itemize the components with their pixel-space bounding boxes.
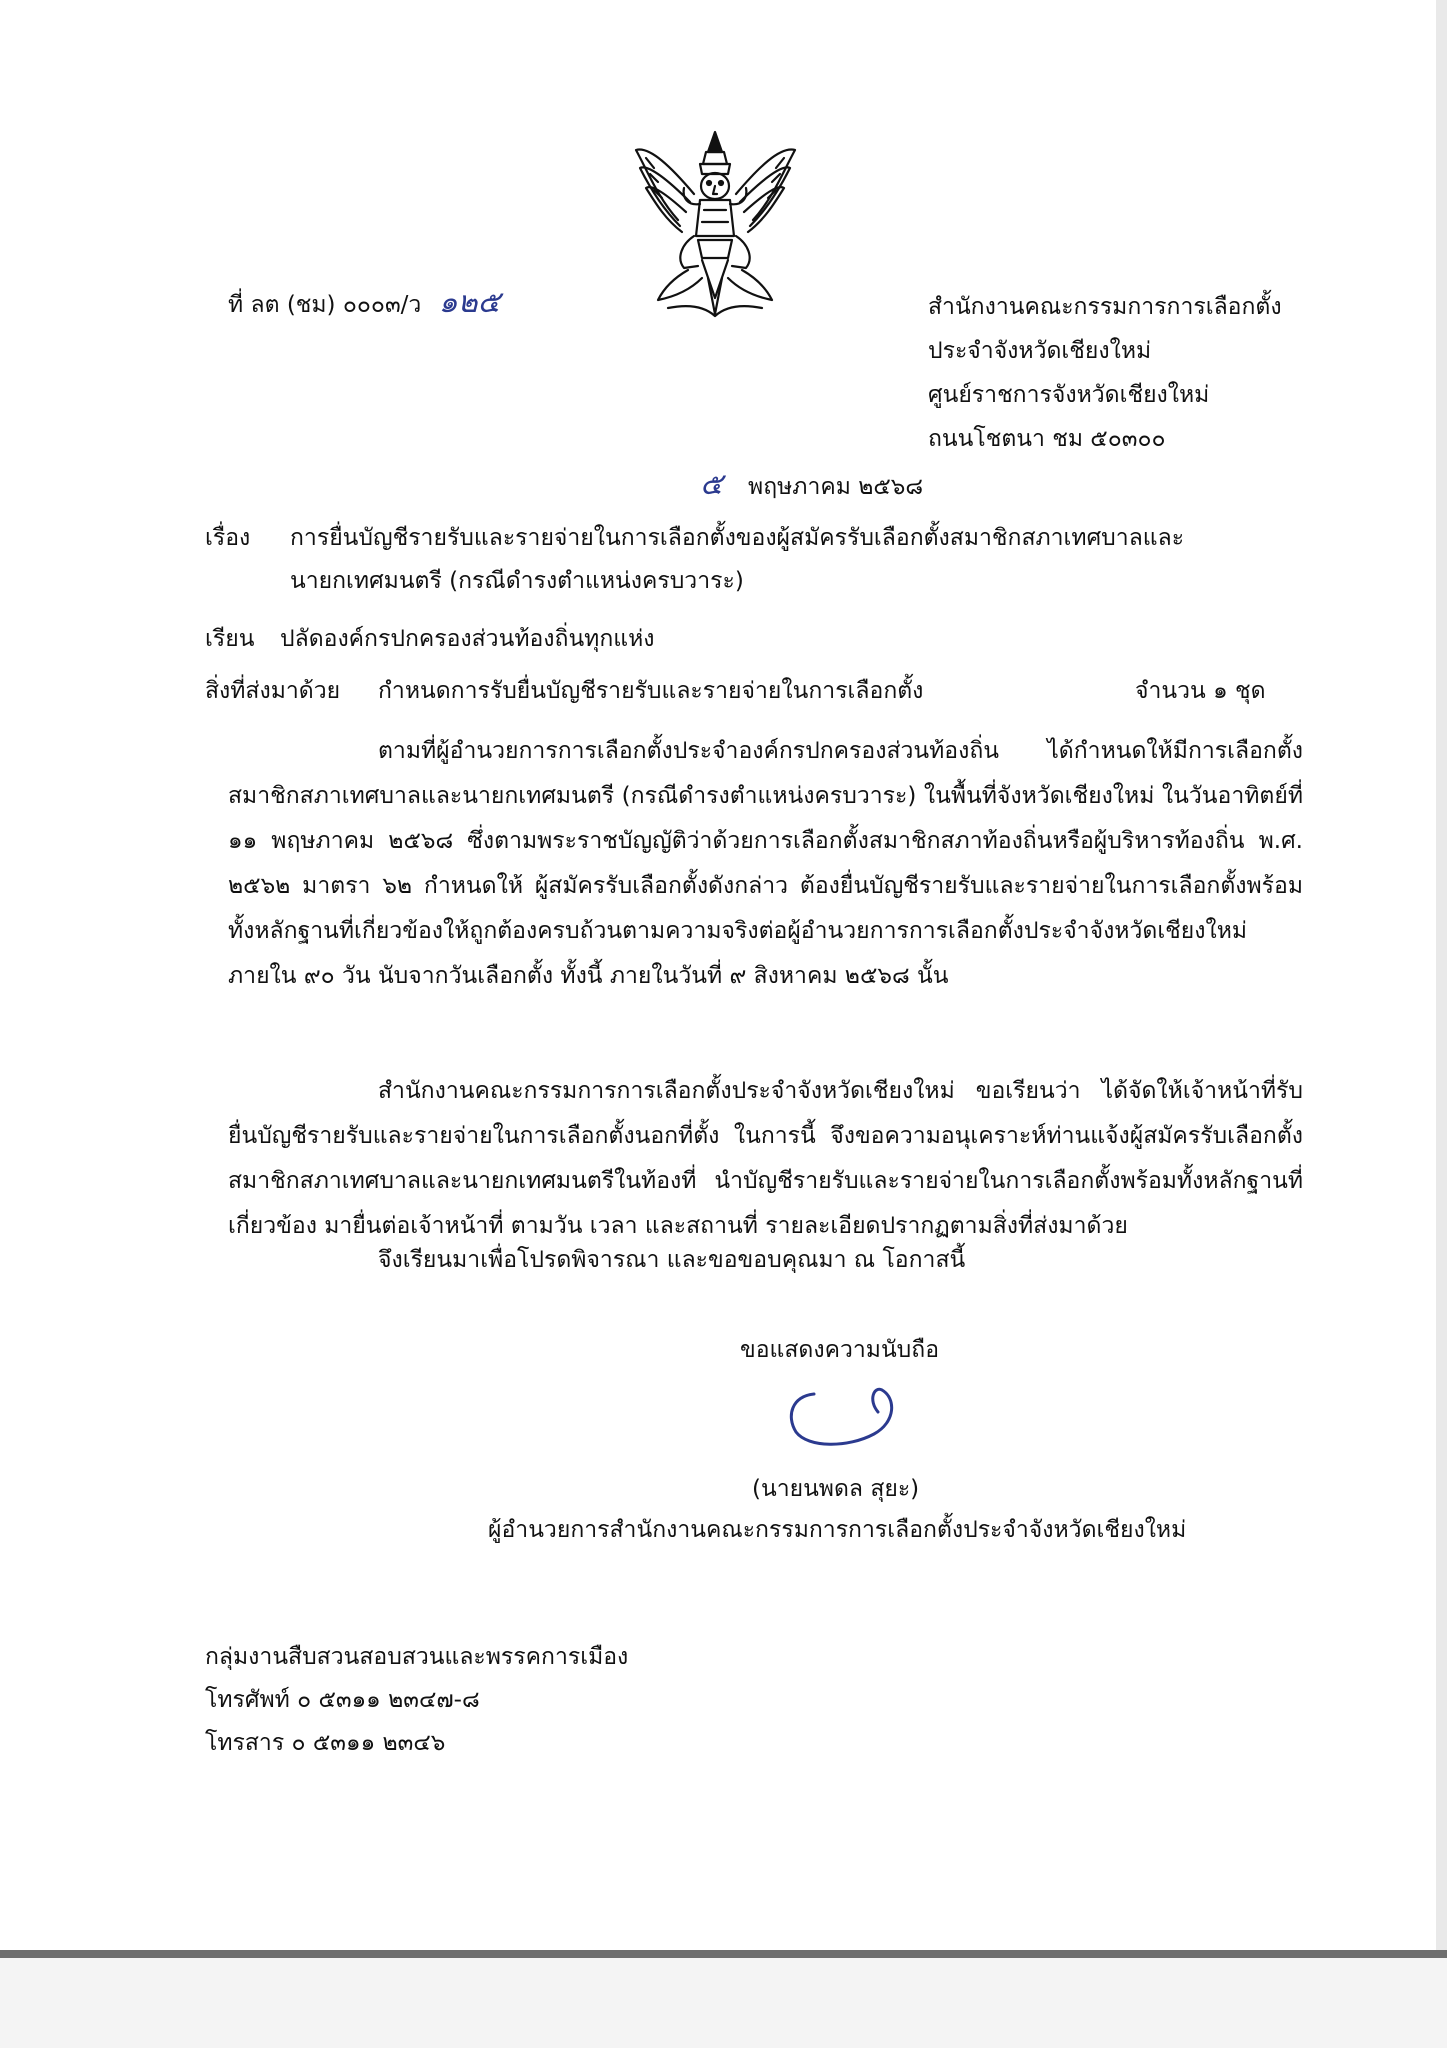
handwritten-signature bbox=[778, 1382, 918, 1452]
reference-prefix: ที่ ลต (ชม) ๐๐๐๓/ว bbox=[228, 292, 422, 318]
garuda-emblem-icon bbox=[628, 128, 803, 320]
reference-number bbox=[228, 285, 501, 320]
footer-phone: โทรศัพท์ ๐ ๕๓๑๑ ๒๓๔๗-๘ bbox=[205, 1687, 480, 1713]
footer-department: กลุ่มงานสืบสวนสอบสวนและพรรคการเมือง bbox=[205, 1644, 629, 1670]
body-paragraph-1 bbox=[228, 729, 1303, 999]
office-address bbox=[928, 285, 1282, 461]
footer-fax: โทรสาร ๐ ๕๓๑๑ ๒๓๔๖ bbox=[205, 1730, 446, 1756]
subject-line-1: การยื่นบัญชีรายรับและรายจ่ายในการเลือกตั้งของผู้สมัครรับเลือกตั้งสมาชิกสภาเทศบาลและ bbox=[290, 525, 1185, 551]
scan-right-edge bbox=[1436, 0, 1447, 1950]
office-line-1: สำนักงานคณะกรรมการการเลือกตั้ง bbox=[928, 294, 1282, 320]
enclosure-text: กำหนดการรับยื่นบัญชีรายรับและรายจ่ายในการเลือกตั้ง bbox=[378, 678, 924, 704]
closing-request: จึงเรียนมาเพื่อโปรดพิจารณา และขอขอบคุณมา ณ โอกาสนี้ bbox=[378, 1247, 966, 1273]
handwritten-reference-number: ๑๒๕ bbox=[438, 285, 501, 320]
body-paragraph-2-text: สำนักงานคณะกรรมการการเลือกตั้งประจำจังหวัดเชียงใหม่ ขอเรียนว่า ได้จัดให้เจ้าหน้าที่รับยื่นบัญชีรายรับและรายจ่ายในการเลือกตั้งนอกที่ตั้ง ในการนี้ จึงขอความอนุเคราะห์ท่านแจ้งผู้สมัครรับเลือกตั้งสมาชิกสภาเทศบาลและนายกเทศมนตรีในท้องที่ นำบัญชีรายรับและรายจ่ายในการเลือกตั้งพร้อมทั้งหลักฐานที่เกี่ยวข้อง มายื่นต่อเจ้าหน้าที่ ตามวัน เวลา และสถานที่ รายละเอียดปรากฏตามสิ่งที่ส่งมาด้วย bbox=[228, 1078, 1303, 1239]
scan-bottom-edge bbox=[0, 1950, 1447, 1958]
office-line-3: ศูนย์ราชการจังหวัดเชียงใหม่ bbox=[928, 382, 1210, 408]
enclosure-quantity: จำนวน ๑ ชุด bbox=[1135, 678, 1266, 704]
subject-line-2: นายกเทศมนตรี (กรณีดำรงตำแหน่งครบวาระ) bbox=[290, 568, 744, 594]
date-month-year: พฤษภาคม ๒๕๖๘ bbox=[748, 474, 924, 500]
signatory-name: (นายนพดล สุยะ) bbox=[752, 1476, 920, 1502]
recipient-text: ปลัดองค์กรปกครองส่วนท้องถิ่นทุกแห่ง bbox=[280, 626, 655, 652]
scan-bottom-margin bbox=[0, 1958, 1447, 2048]
signature-salutation: ขอแสดงความนับถือ bbox=[740, 1337, 940, 1363]
office-line-4: ถนนโชตนา ชม ๕๐๓๐๐ bbox=[928, 426, 1166, 452]
letter-date bbox=[700, 467, 924, 502]
enclosure-label: สิ่งที่ส่งมาด้วย bbox=[205, 678, 341, 704]
subject-label: เรื่อง bbox=[205, 525, 251, 551]
office-line-2: ประจำจังหวัดเชียงใหม่ bbox=[928, 338, 1152, 364]
handwritten-date-day: ๕ bbox=[700, 467, 723, 502]
signatory-position: ผู้อำนวยการสำนักงานคณะกรรมการการเลือกตั้งประจำจังหวัดเชียงใหม่ bbox=[488, 1517, 1187, 1543]
recipient-label: เรียน bbox=[205, 626, 255, 652]
body-paragraph-1-text: ตามที่ผู้อำนวยการการเลือกตั้งประจำองค์กรปกครองส่วนท้องถิ่น ได้กำหนดให้มีการเลือกตั้งสมาชิกสภาเทศบาลและนายกเทศมนตรี (กรณีดำรงตำแหน่งครบวาระ) ในพื้นที่จังหวัดเชียงใหม่ ในวันอาทิตย์ที่ ๑๑ พฤษภาคม ๒๕๖๘ ซึ่งตามพระราชบัญญัติว่าด้วยการเลือกตั้งสมาชิกสภาท้องถิ่นหรือผู้บริหารท้องถิ่น พ.ศ. ๒๕๖๒ มาตรา ๖๒ กำหนดให้ ผู้สมัครรับเลือกตั้งดังกล่าว ต้องยื่นบัญชีรายรับและรายจ่ายในการเลือกตั้งพร้อมทั้งหลักฐานที่เกี่ยวข้องให้ถูกต้องครบถ้วนตามความจริงต่อผู้อำนวยการการเลือกตั้งประจำจังหวัดเชียงใหม่ ภายใน ๙๐ วัน นับจากวันเลือกตั้ง ทั้งนี้ ภายในวันที่ ๙ สิงหาคม ๒๕๖๘ นั้น bbox=[228, 738, 1303, 989]
body-paragraph-2 bbox=[228, 1069, 1303, 1249]
